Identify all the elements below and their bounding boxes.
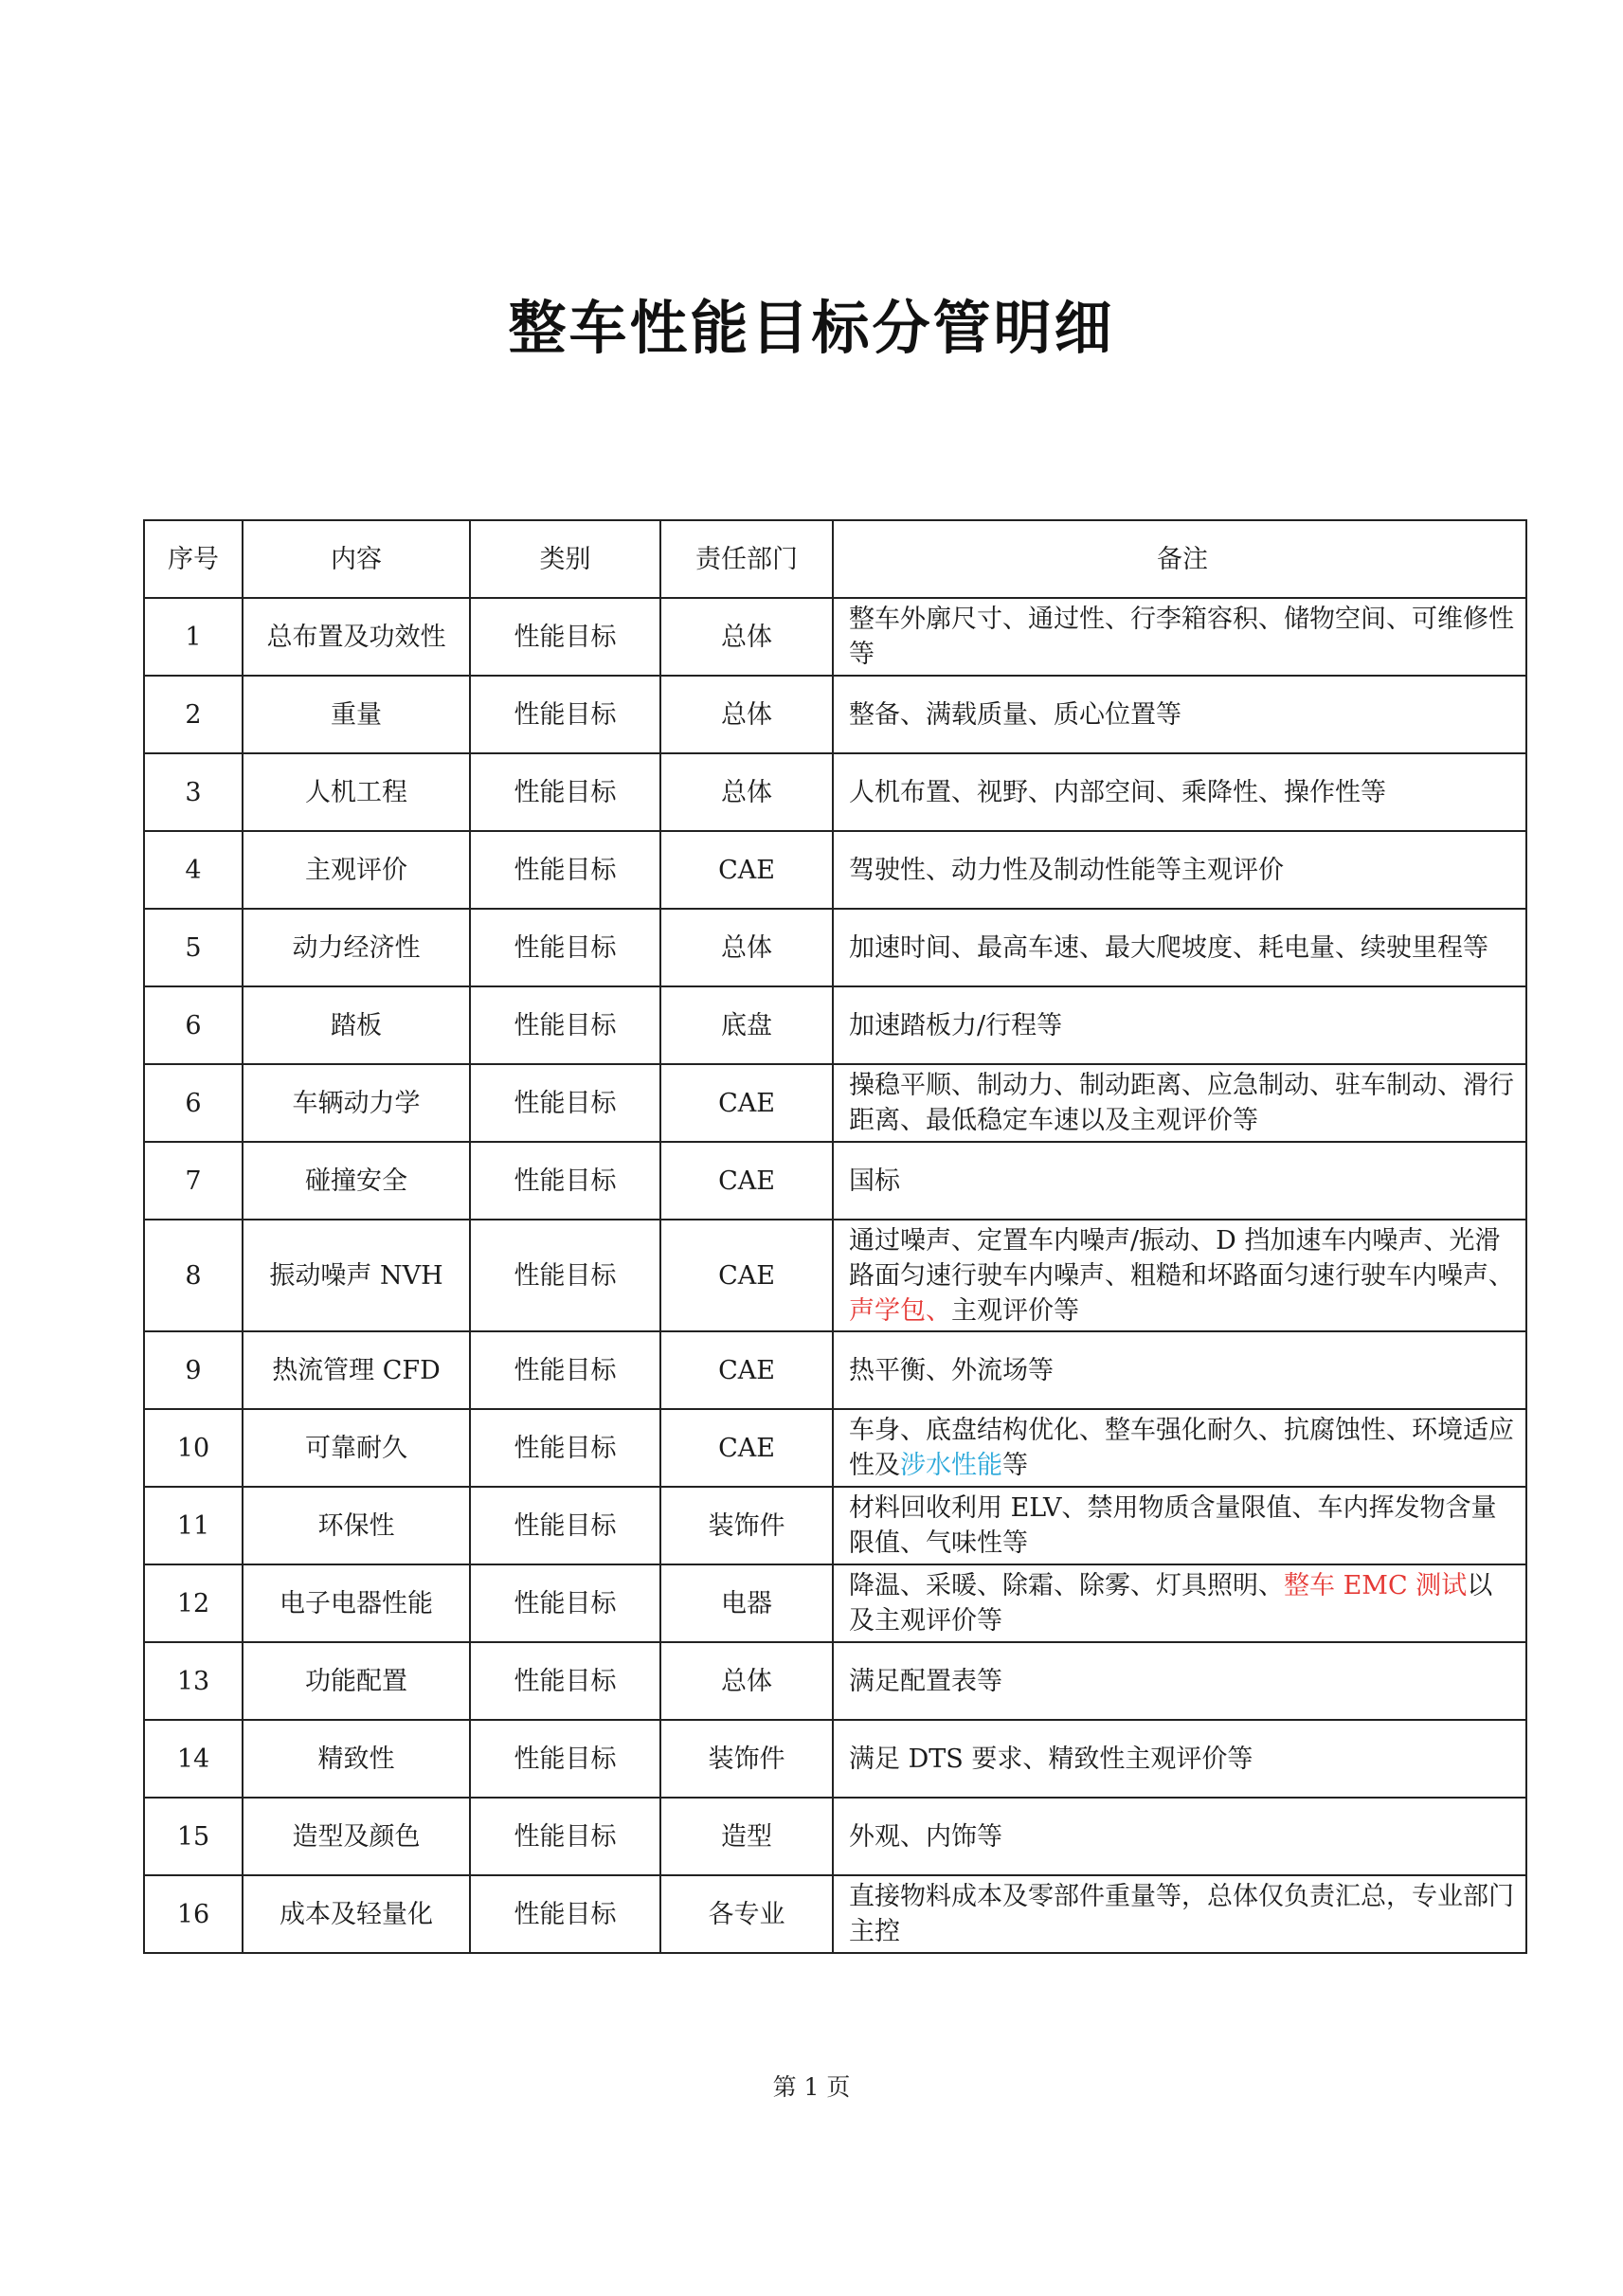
cell-category: 性能目标	[470, 598, 660, 676]
cell-notes	[833, 753, 1526, 831]
cell-content: 重量	[243, 676, 470, 753]
cell-category: 性能目标	[470, 1642, 660, 1720]
header-notes: 备注	[833, 520, 1526, 598]
cell-notes	[833, 986, 1526, 1064]
cell-dept: 总体	[660, 1642, 833, 1720]
note-text: 国标	[849, 1166, 900, 1196]
note-text: 外观、内饰等	[849, 1821, 1002, 1852]
table-row	[144, 1409, 1526, 1487]
cell-seq: 8	[144, 1220, 243, 1331]
cell-dept: CAE	[660, 831, 833, 909]
cell-content: 造型及颜色	[243, 1798, 470, 1875]
cell-content: 车辆动力学	[243, 1064, 470, 1142]
table-header-row	[144, 520, 1526, 598]
table-row	[144, 986, 1526, 1064]
note-text: 操稳平顺、制动力、制动距离、应急制动、驻车制动、滑行距离、最低稳定车速以及主观评价等	[849, 1071, 1514, 1135]
cell-dept: CAE	[660, 1220, 833, 1331]
note-text: 直接物料成本及零部件重量等，总体仅负责汇总，专业部门主控	[849, 1882, 1514, 1946]
cell-seq: 11	[144, 1487, 243, 1564]
cell-dept: CAE	[660, 1331, 833, 1409]
table-row	[144, 1642, 1526, 1720]
cell-seq: 16	[144, 1875, 243, 1953]
note-text: 通过噪声、定置车内噪声/振动、D 挡加速车内噪声、光滑路面匀速行驶车内噪声、粗糙和坏路面匀速行驶车内噪声、	[849, 1225, 1514, 1291]
note-text: 等	[1002, 1451, 1028, 1480]
performance-targets-table	[143, 519, 1527, 1954]
page-number: 第 1 页	[772, 2073, 851, 2101]
note-text: 加速踏板力/行程等	[849, 1010, 1063, 1040]
table-row	[144, 1064, 1526, 1142]
cell-dept: 底盘	[660, 986, 833, 1064]
table-row	[144, 1142, 1526, 1220]
header-seq: 序号	[144, 520, 243, 598]
cell-notes	[833, 1220, 1526, 1331]
cell-seq: 7	[144, 1142, 243, 1220]
cell-seq: 1	[144, 598, 243, 676]
cell-dept: 电器	[660, 1564, 833, 1642]
cell-content: 可靠耐久	[243, 1409, 470, 1487]
cell-dept: 装饰件	[660, 1720, 833, 1798]
cell-dept: CAE	[660, 1142, 833, 1220]
cell-category: 性能目标	[470, 909, 660, 986]
cell-dept: CAE	[660, 1064, 833, 1142]
cell-notes	[833, 1487, 1526, 1564]
note-text: 主观评价等	[951, 1295, 1079, 1326]
cell-category: 性能目标	[470, 1564, 660, 1642]
cell-notes	[833, 1720, 1526, 1798]
header-content: 内容	[243, 520, 470, 598]
table-row	[144, 831, 1526, 909]
cell-content: 总布置及功效性	[243, 598, 470, 676]
note-text: 整车外廓尺寸、通过性、行李箱容积、储物空间、可维修性等	[849, 605, 1514, 669]
highlighted-note-text: 声学包、	[849, 1295, 951, 1326]
table-row	[144, 1487, 1526, 1564]
table-row	[144, 1875, 1526, 1953]
cell-category: 性能目标	[470, 1875, 660, 1953]
note-text: 驾驶性、动力性及制动性能等主观评价	[849, 855, 1284, 885]
cell-content: 振动噪声 NVH	[243, 1220, 470, 1331]
cell-content: 精致性	[243, 1720, 470, 1798]
cell-notes	[833, 1875, 1526, 1953]
cell-seq: 2	[144, 676, 243, 753]
cell-content: 功能配置	[243, 1642, 470, 1720]
table-row	[144, 1720, 1526, 1798]
cell-dept: 各专业	[660, 1875, 833, 1953]
cell-category: 性能目标	[470, 1220, 660, 1331]
document-title: 整车性能目标分管明细	[508, 295, 1115, 362]
cell-seq: 3	[144, 753, 243, 831]
cell-dept: 造型	[660, 1798, 833, 1875]
cell-seq: 4	[144, 831, 243, 909]
cell-category: 性能目标	[470, 1409, 660, 1487]
cell-content: 碰撞安全	[243, 1142, 470, 1220]
cell-content: 成本及轻量化	[243, 1875, 470, 1953]
cell-category: 性能目标	[470, 753, 660, 831]
cell-dept: CAE	[660, 1409, 833, 1487]
cell-notes	[833, 831, 1526, 909]
cell-category: 性能目标	[470, 986, 660, 1064]
cell-seq: 10	[144, 1409, 243, 1487]
cell-content: 人机工程	[243, 753, 470, 831]
cell-category: 性能目标	[470, 831, 660, 909]
cell-category: 性能目标	[470, 1798, 660, 1875]
cell-content: 动力经济性	[243, 909, 470, 986]
table-row	[144, 753, 1526, 831]
table-row	[144, 1220, 1526, 1331]
note-text: 以及主观评价等	[849, 1571, 1493, 1636]
cell-dept: 总体	[660, 753, 833, 831]
header-dept: 责任部门	[660, 520, 833, 598]
cell-content: 电子电器性能	[243, 1564, 470, 1642]
note-text: 满足配置表等	[849, 1666, 1002, 1696]
cell-dept: 总体	[660, 598, 833, 676]
cell-seq: 13	[144, 1642, 243, 1720]
cell-seq: 15	[144, 1798, 243, 1875]
note-text: 车身、底盘结构优化、整车强化耐久、抗腐蚀性、环境适应性及	[849, 1416, 1514, 1480]
table-row	[144, 1331, 1526, 1409]
highlighted-note-text: 整车 EMC 测试	[1284, 1571, 1468, 1600]
note-text: 满足 DTS 要求、精致性主观评价等	[849, 1744, 1253, 1774]
cell-seq: 14	[144, 1720, 243, 1798]
cell-seq: 9	[144, 1331, 243, 1409]
cell-notes	[833, 598, 1526, 676]
cell-content: 踏板	[243, 986, 470, 1064]
cell-category: 性能目标	[470, 1720, 660, 1798]
table-row	[144, 676, 1526, 753]
cell-category: 性能目标	[470, 676, 660, 753]
cell-category: 性能目标	[470, 1064, 660, 1142]
highlighted-note-text: 涉水性能	[900, 1451, 1002, 1480]
cell-notes	[833, 909, 1526, 986]
cell-seq: 12	[144, 1564, 243, 1642]
cell-dept: 总体	[660, 676, 833, 753]
note-text: 降温、采暖、除霜、除雾、灯具照明、	[849, 1571, 1284, 1600]
table-body	[144, 598, 1526, 1953]
cell-notes	[833, 1142, 1526, 1220]
cell-category: 性能目标	[470, 1142, 660, 1220]
note-text: 材料回收利用 ELV、禁用物质含量限值、车内挥发物含量限值、气味性等	[849, 1493, 1497, 1558]
table-row	[144, 1798, 1526, 1875]
header-category: 类别	[470, 520, 660, 598]
cell-content: 主观评价	[243, 831, 470, 909]
cell-dept: 装饰件	[660, 1487, 833, 1564]
table-row	[144, 598, 1526, 676]
cell-notes	[833, 676, 1526, 753]
cell-notes	[833, 1798, 1526, 1875]
note-text: 人机布置、视野、内部空间、乘降性、操作性等	[849, 777, 1386, 807]
cell-seq: 5	[144, 909, 243, 986]
note-text: 加速时间、最高车速、最大爬坡度、耗电量、续驶里程等	[849, 932, 1488, 963]
cell-content: 环保性	[243, 1487, 470, 1564]
cell-dept: 总体	[660, 909, 833, 986]
cell-notes	[833, 1409, 1526, 1487]
note-text: 整备、满载质量、质心位置等	[849, 699, 1181, 730]
cell-seq: 6	[144, 1064, 243, 1142]
note-text: 热平衡、外流场等	[849, 1355, 1054, 1385]
cell-category: 性能目标	[470, 1331, 660, 1409]
cell-category: 性能目标	[470, 1487, 660, 1564]
cell-notes	[833, 1064, 1526, 1142]
cell-notes	[833, 1642, 1526, 1720]
table-row	[144, 1564, 1526, 1642]
cell-content: 热流管理 CFD	[243, 1331, 470, 1409]
cell-notes	[833, 1331, 1526, 1409]
table-row	[144, 909, 1526, 986]
cell-notes	[833, 1564, 1526, 1642]
cell-seq: 6	[144, 986, 243, 1064]
